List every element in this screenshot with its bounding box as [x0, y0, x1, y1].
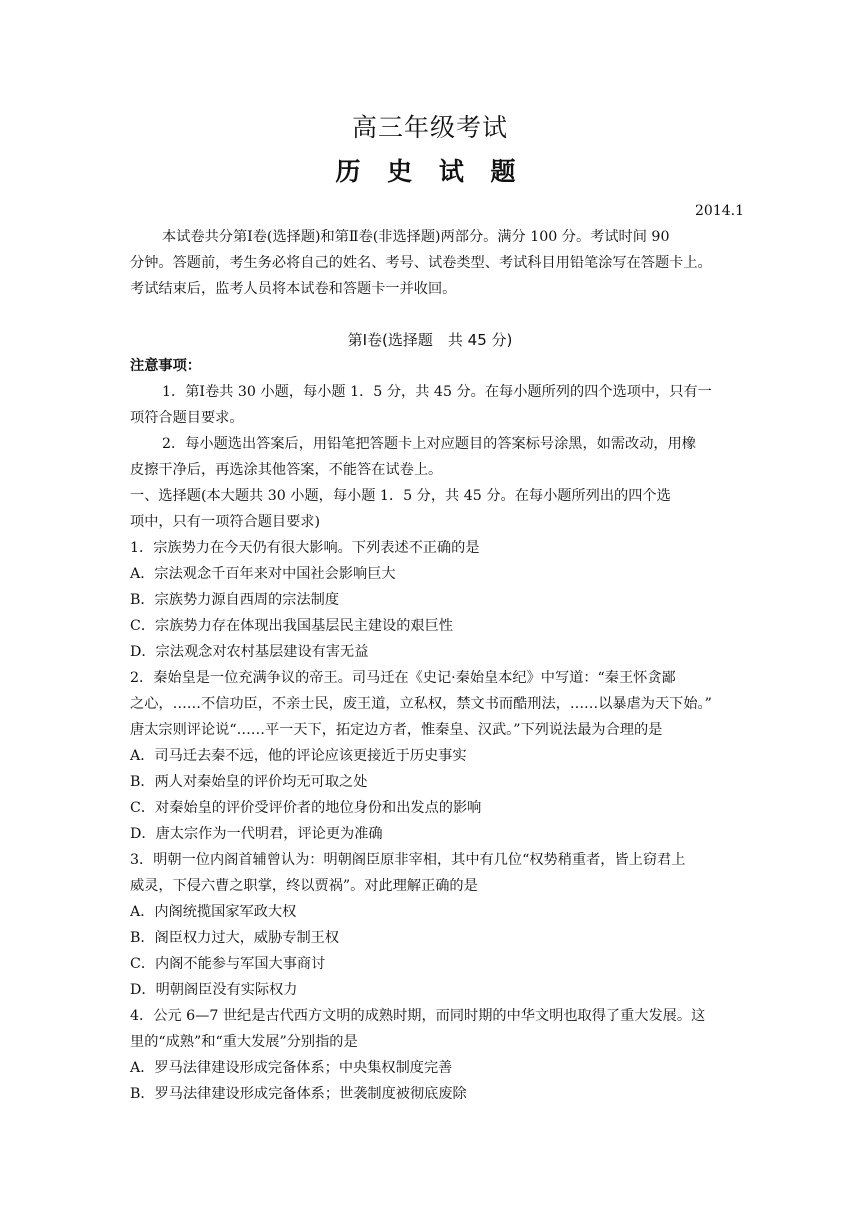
question-stem: 唐太宗则评论说“……平一天下，拓定边方者，惟秦皇、汉武。”下列说法最为合理的是 — [130, 722, 663, 738]
exam-subtitle: 历 史 试 题 — [335, 157, 525, 186]
question-option: D．唐太宗作为一代明君，评论更为准确 — [130, 826, 383, 842]
question-option: C．对秦始皇的评价受评价者的地位身份和出发点的影响 — [130, 800, 482, 816]
notes-label: 注意事项： — [130, 358, 201, 374]
intro-line: 本试卷共分第Ⅰ卷(选择题)和第Ⅱ卷(非选择题)两部分。满分 100 分。考试时间 90 — [162, 229, 670, 245]
part-heading: 项中，只有一项符合题目要求) — [130, 514, 320, 530]
question-stem: 3．明朝一位内阁首辅曾认为：明朝阁臣原非宰相，其中有几位“权势稍重者，皆上窃君上 — [130, 852, 686, 868]
question-option: B．两人对秦始皇的评价均无可取之处 — [130, 774, 368, 790]
intro-line: 分钟。答题前，考生务必将自己的姓名、考号、试卷类型、考试科目用铅笔涂写在答题卡上。 — [130, 255, 712, 271]
exam-date: 2014.1 — [695, 203, 744, 219]
question-stem: 里的“成熟”和“重大发展”分别指的是 — [130, 1034, 358, 1050]
question-option: A．罗马法律建设形成完备体系；中央集权制度完善 — [130, 1060, 453, 1076]
question-option: A．内阁统揽国家军政大权 — [130, 904, 297, 920]
section-title: 第Ⅰ卷(选择题 共 45 分) — [347, 331, 513, 349]
question-option: A．宗法观念千百年来对中国社会影响巨大 — [130, 566, 396, 582]
part-heading: 一、选择题(本大题共 30 小题，每小题 1．5 分，共 45 分。在每小题所列出的四个选 — [130, 488, 671, 504]
question-option: B．宗族势力源自西周的宗法制度 — [130, 592, 340, 608]
question-stem: 1．宗族势力在今天仍有很大影响。下列表述不正确的是 — [130, 540, 480, 556]
question-option: D．明朝阁臣没有实际权力 — [130, 982, 298, 998]
question-option: D．宗法观念对农村基层建设有害无益 — [130, 644, 369, 660]
question-stem: 2．秦始皇是一位充满争议的帝王。司马迁在《史记·秦始皇本纪》中写道：“秦王怀贪鄙 — [130, 670, 676, 686]
question-stem: 之心，……不信功臣，不亲士民，废王道，立私权，禁文书而酷刑法，……以暴虐为天下始。” — [130, 696, 712, 712]
exam-title: 高三年级考试 — [351, 113, 508, 142]
note-line: 项符合题目要求。 — [130, 410, 244, 426]
question-option: B．罗马法律建设形成完备体系；世袭制度被彻底废除 — [130, 1086, 467, 1102]
question-option: C．宗族势力存在体现出我国基层民主建设的艰巨性 — [130, 618, 453, 634]
question-stem: 威灵，下侵六曹之职掌，终以贾祸”。对此理解正确的是 — [130, 878, 478, 894]
question-option: B．阁臣权力过大，威胁专制王权 — [130, 930, 340, 946]
question-stem: 4．公元 6—7 世纪是古代西方文明的成熟时期，而同时期的中华文明也取得了重大发展。这 — [130, 1008, 706, 1024]
intro-line: 考试结束后，监考人员将本试卷和答题卡一并收回。 — [130, 281, 457, 297]
note-line: 2．每小题选出答案后，用铅笔把答题卡上对应题目的答案标号涂黑，如需改动，用橡 — [162, 436, 696, 452]
question-option: C．内阁不能参与军国大事商讨 — [130, 956, 326, 972]
question-option: A．司马迁去秦不远，他的评论应该更接近于历史事实 — [130, 748, 467, 764]
note-line: 皮擦干净后，再选涂其他答案，不能答在试卷上。 — [130, 462, 443, 478]
note-line: 1．第Ⅰ卷共 30 小题，每小题 1．5 分，共 45 分。在每小题所列的四个选项中，只有一 — [162, 384, 712, 400]
